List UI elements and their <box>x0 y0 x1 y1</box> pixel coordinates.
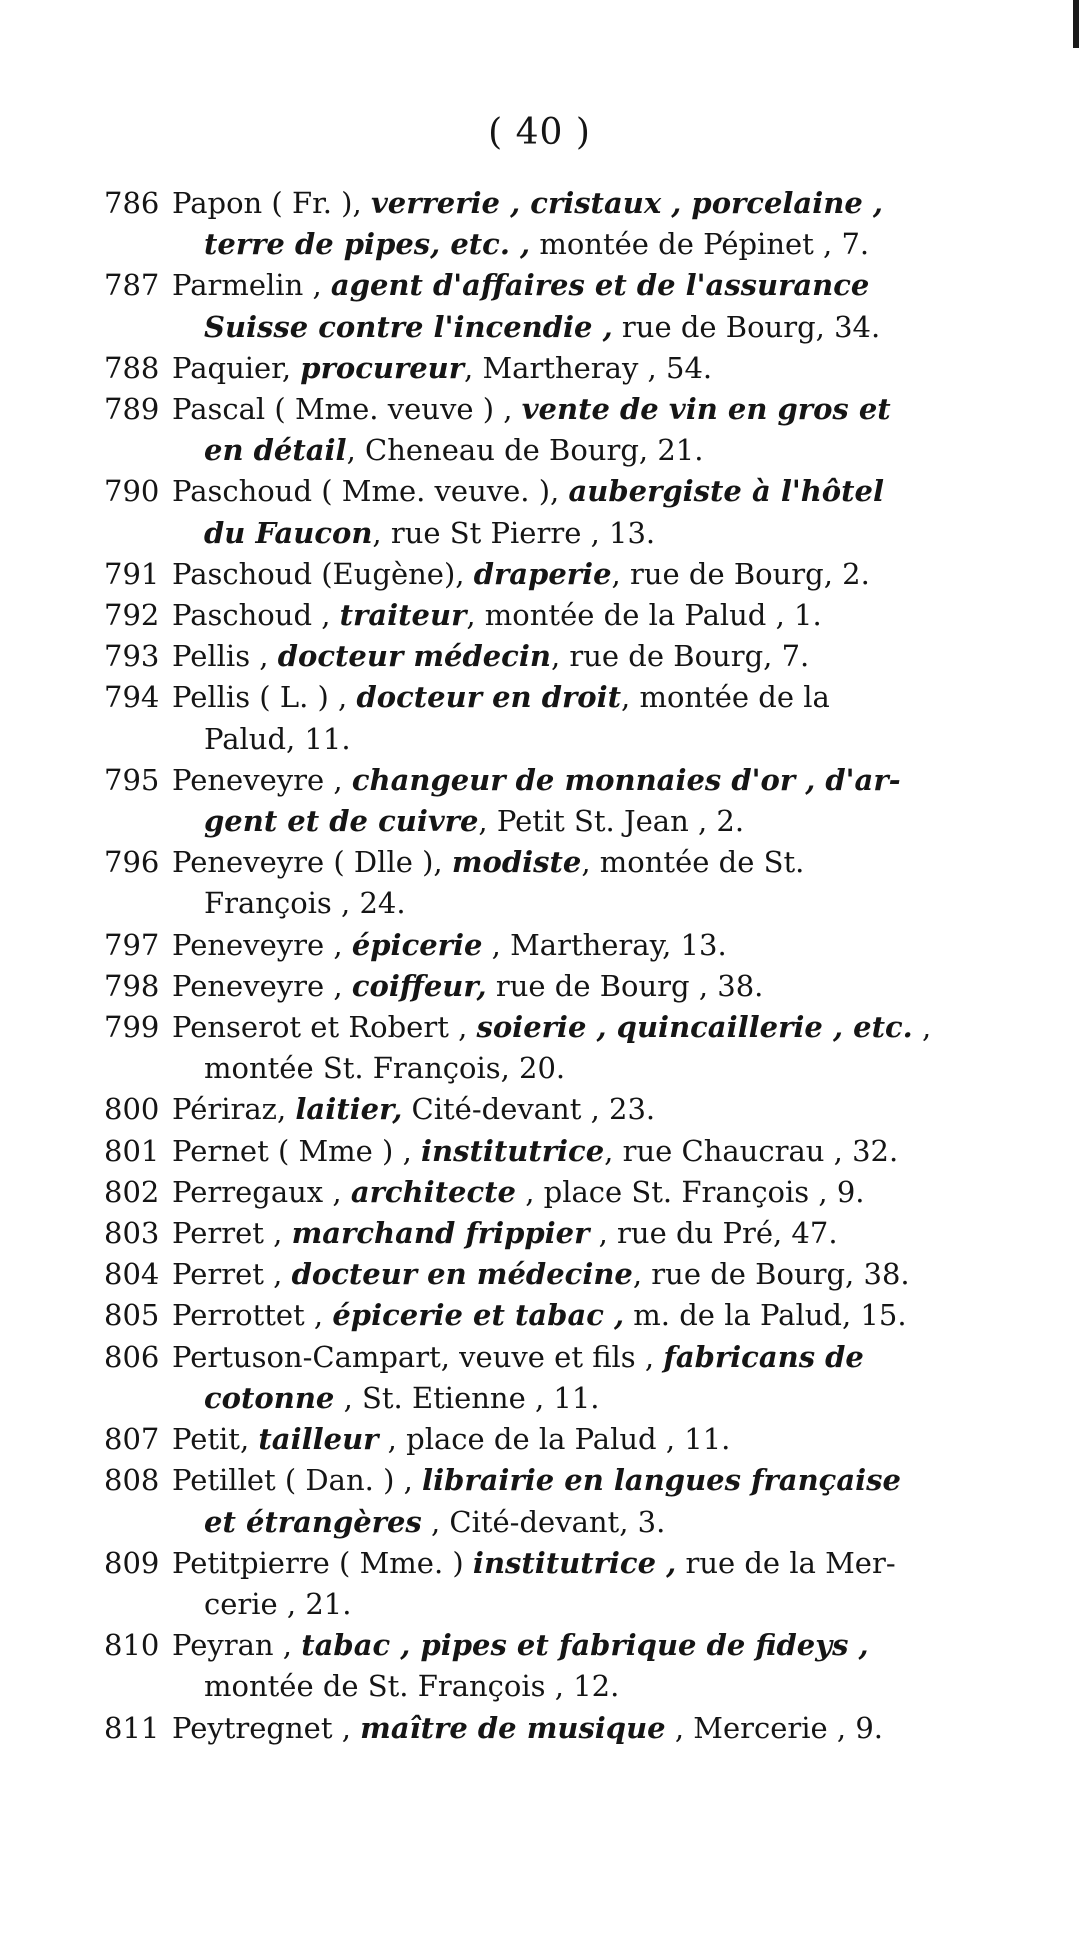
entry-number: 810 <box>104 1628 160 1663</box>
directory-entry <box>104 1460 1024 1542</box>
entry-address: , rue du Pré, 47. <box>589 1216 838 1251</box>
entry-name: Peneveyre , <box>172 927 352 962</box>
entry-trade: soierie , quincaillerie , etc. <box>476 1010 913 1045</box>
entry-first-line <box>172 265 1024 306</box>
entry-number: 802 <box>104 1174 160 1209</box>
entry-name: Parmelin , <box>172 268 331 303</box>
entry-name: Paquier, <box>172 350 301 385</box>
entry-address: montée St. François, 20. <box>204 1051 566 1086</box>
entry-first-line <box>172 966 1024 1007</box>
entry-trade: coiffeur, <box>351 968 487 1003</box>
directory-entry <box>104 1007 1024 1089</box>
directory-entry <box>104 471 1024 553</box>
entry-first-line <box>172 1007 1024 1048</box>
directory-entry <box>104 925 1024 966</box>
entry-trade: aubergiste à l'hôtel <box>568 474 885 509</box>
entry-trade: modiste <box>451 845 582 880</box>
entry-address: montée de St. François , 12. <box>204 1669 620 1704</box>
entry-number: 801 <box>104 1133 160 1168</box>
entry-first-line <box>172 1708 1024 1749</box>
directory-entry <box>104 1089 1024 1130</box>
directory-entry <box>104 265 1024 347</box>
entry-trade: traiteur <box>339 598 467 633</box>
entry-address: Palud, 11. <box>204 721 351 756</box>
entry-trade: épicerie <box>351 927 483 962</box>
entry-address: , Petit St. Jean , 2. <box>478 804 745 839</box>
directory-entry <box>104 183 1024 265</box>
entry-number: 789 <box>104 392 160 427</box>
entry-trade: institutrice <box>421 1133 605 1168</box>
directory-entry <box>104 677 1024 759</box>
directory-entry <box>104 595 1024 636</box>
entry-name: Perret , <box>172 1257 292 1292</box>
entry-number: 800 <box>104 1092 160 1127</box>
entry-name: Perregaux , <box>172 1174 351 1209</box>
entry-address: montée de Pépinet , 7. <box>530 227 870 262</box>
entry-address: , montée de la Palud , 1. <box>466 598 822 633</box>
entry-name: Peneveyre , <box>172 762 352 797</box>
entry-address: rue de Bourg, 34. <box>612 309 881 344</box>
entry-address: , rue de Bourg, 38. <box>632 1257 910 1292</box>
entry-name: Paschoud , <box>172 598 340 633</box>
entry-trade: du Faucon <box>204 515 373 550</box>
entry-trade: vente de vin en gros et <box>521 392 891 427</box>
entry-continuation-line <box>188 430 1024 471</box>
directory-entry <box>104 554 1024 595</box>
entry-first-line <box>172 925 1024 966</box>
directory-entry <box>104 1213 1024 1254</box>
entry-trade: draperie <box>473 556 612 591</box>
entry-trade: docteur en droit <box>356 680 622 715</box>
entry-continuation-line <box>188 801 1024 842</box>
entry-trade: institutrice , <box>472 1545 677 1580</box>
entry-first-line <box>172 1625 1024 1666</box>
directory-entry <box>104 760 1024 842</box>
entry-continuation-line <box>188 1666 1024 1707</box>
entry-first-line <box>172 1131 1024 1172</box>
entry-first-line <box>172 1089 1024 1130</box>
entry-trade: en détail <box>204 433 347 468</box>
entry-continuation-line <box>188 1378 1024 1419</box>
entry-trade: verrerie , cristaux , porcelaine , <box>370 186 883 220</box>
page-number: ( 40 ) <box>488 112 591 153</box>
entry-continuation-line <box>188 1502 1024 1543</box>
entry-number: 788 <box>104 350 160 385</box>
entry-first-line <box>172 595 1024 636</box>
entry-number: 803 <box>104 1216 160 1251</box>
entry-number: 795 <box>104 762 160 797</box>
entry-address: , St. Etienne , 11. <box>334 1380 600 1415</box>
entry-first-line <box>172 1337 1024 1378</box>
entry-address: , rue Chaucrau , 32. <box>604 1133 899 1168</box>
entry-name: Pascal ( Mme. veuve ) , <box>172 392 522 427</box>
directory-entry <box>104 1172 1024 1213</box>
entry-first-line <box>172 636 1024 677</box>
entry-first-line <box>172 471 1024 512</box>
entry-first-line <box>172 183 1024 224</box>
entry-name: Penserot et Robert , <box>172 1010 477 1045</box>
entry-number: 799 <box>104 1010 160 1045</box>
entry-number: 794 <box>104 680 160 715</box>
entry-address: cerie , 21. <box>204 1586 352 1621</box>
entry-number: 805 <box>104 1298 160 1333</box>
directory-entry <box>104 1625 1024 1707</box>
directory-entry <box>104 1543 1024 1625</box>
entry-first-line <box>172 1213 1024 1254</box>
entry-number: 809 <box>104 1545 160 1580</box>
entry-first-line <box>172 348 1024 389</box>
entry-address: , rue de Bourg, 7. <box>550 639 810 674</box>
entry-first-line <box>172 1543 1024 1584</box>
directory-entry <box>104 842 1024 924</box>
entry-name: Peyran , <box>172 1628 302 1663</box>
entry-name: Paschoud (Eugène), <box>172 556 474 591</box>
entry-number: 808 <box>104 1463 160 1498</box>
entry-continuation-line <box>188 224 1024 265</box>
entry-trade: terre de pipes, etc. , <box>204 227 531 262</box>
entry-address: rue de la Mer- <box>676 1545 896 1580</box>
entry-first-line <box>172 1460 1024 1501</box>
entry-trade: architecte <box>350 1174 516 1209</box>
entry-continuation-line <box>188 883 1024 924</box>
entry-name: Papon ( Fr. ), <box>172 186 371 220</box>
entry-address: , Martheray, 13. <box>482 927 727 962</box>
entry-address: , Cheneau de Bourg, 21. <box>346 433 704 468</box>
entry-address: , Mercerie , 9. <box>665 1710 884 1745</box>
entry-trade: Suisse contre l'incendie , <box>204 309 613 344</box>
directory-entry <box>104 1708 1024 1749</box>
entry-address: François , 24. <box>204 886 406 921</box>
entry-address: , Martheray , 54. <box>464 350 713 385</box>
entry-number: 797 <box>104 927 160 962</box>
entry-continuation-line <box>188 307 1024 348</box>
directory-entry <box>104 1419 1024 1460</box>
entry-trade: tabac , pipes et fabrique de fideys , <box>301 1628 869 1663</box>
entry-address: , rue St Pierre , 13. <box>372 515 656 550</box>
entry-number: 787 <box>104 268 160 303</box>
entry-first-line <box>172 389 1024 430</box>
entry-trade: librairie en langues française <box>422 1463 901 1498</box>
entry-trade: maître de musique <box>360 1710 666 1745</box>
entry-trade: laitier, <box>295 1092 403 1127</box>
entry-name: Pellis , <box>172 639 278 674</box>
entry-trade: changeur de monnaies d'or , d'ar- <box>351 762 901 797</box>
entry-address: , place de la Palud , 11. <box>378 1422 731 1457</box>
directory-entry <box>104 1295 1024 1336</box>
entry-name: Pellis ( L. ) , <box>172 680 357 715</box>
entry-number: 807 <box>104 1422 160 1457</box>
entry-continuation-line <box>188 1048 1024 1089</box>
entry-continuation-line <box>188 513 1024 554</box>
scan-edge-mark <box>1073 0 1079 48</box>
directory-entry <box>104 1337 1024 1419</box>
entry-trade: tailleur <box>258 1422 379 1457</box>
entry-name: Peneveyre , <box>172 968 352 1003</box>
entry-trade: procureur <box>300 350 465 385</box>
entry-trade: épicerie et tabac , <box>332 1298 625 1333</box>
entry-name: Perrottet , <box>172 1298 333 1333</box>
entry-address: , rue de Bourg, 2. <box>611 556 870 591</box>
entry-address: , montée de la <box>621 680 830 715</box>
entry-address: , place St. François , 9. <box>516 1174 865 1209</box>
entry-name: Petillet ( Dan. ) , <box>172 1463 423 1498</box>
entry-number: 798 <box>104 968 160 1003</box>
entry-address: , <box>912 1010 932 1045</box>
entry-name: Petit, <box>172 1422 259 1457</box>
entry-trade: cotonne <box>204 1380 335 1415</box>
entry-trade: gent et de cuivre <box>204 804 479 839</box>
entry-number: 811 <box>104 1710 160 1745</box>
entry-first-line <box>172 554 1024 595</box>
entry-number: 792 <box>104 598 160 633</box>
entry-trade: docteur en médecine <box>291 1257 633 1292</box>
entry-first-line <box>172 1172 1024 1213</box>
entry-name: Perret , <box>172 1216 292 1251</box>
directory-entry <box>104 966 1024 1007</box>
entry-trade: marchand frippier <box>291 1216 590 1251</box>
entry-name: Périraz, <box>172 1092 296 1127</box>
entry-name: Petitpierre ( Mme. ) <box>172 1545 473 1580</box>
entry-address: m. de la Palud, 15. <box>624 1298 907 1333</box>
entry-name: Peneveyre ( Dlle ), <box>172 845 452 880</box>
entry-first-line <box>172 1419 1024 1460</box>
entry-first-line <box>172 1254 1024 1295</box>
entry-trade: et étrangères <box>204 1504 422 1539</box>
entry-trade: agent d'affaires et de l'assurance <box>330 268 870 303</box>
entry-first-line <box>172 760 1024 801</box>
entry-number: 791 <box>104 556 160 591</box>
entry-name: Pertuson-Campart, veuve et fils , <box>172 1339 664 1374</box>
entry-address: rue de Bourg , 38. <box>486 968 764 1003</box>
entry-number: 786 <box>104 186 160 220</box>
directory-entry <box>104 348 1024 389</box>
directory-entry <box>104 636 1024 677</box>
entry-address: Cité-devant , 23. <box>402 1092 656 1127</box>
directory-entry <box>104 1254 1024 1295</box>
entry-address: , montée de St. <box>581 845 805 880</box>
entry-number: 806 <box>104 1339 160 1374</box>
directory-list <box>104 183 1024 1749</box>
entry-name: Paschoud ( Mme. veuve. ), <box>172 474 569 509</box>
entry-name: Peytregnet , <box>172 1710 361 1745</box>
entry-number: 796 <box>104 845 160 880</box>
entry-address: , Cité-devant, 3. <box>421 1504 666 1539</box>
entry-name: Pernet ( Mme ) , <box>172 1133 422 1168</box>
entry-number: 804 <box>104 1257 160 1292</box>
entry-first-line <box>172 842 1024 883</box>
entry-trade: fabricans de <box>663 1339 864 1374</box>
entry-first-line <box>172 677 1024 718</box>
entry-first-line <box>172 1295 1024 1336</box>
entry-trade: docteur médecin <box>277 639 551 674</box>
directory-entry <box>104 1131 1024 1172</box>
entry-number: 790 <box>104 474 160 509</box>
entry-continuation-line <box>188 719 1024 760</box>
directory-entry <box>104 389 1024 471</box>
entry-continuation-line <box>188 1584 1024 1625</box>
entry-number: 793 <box>104 639 160 674</box>
